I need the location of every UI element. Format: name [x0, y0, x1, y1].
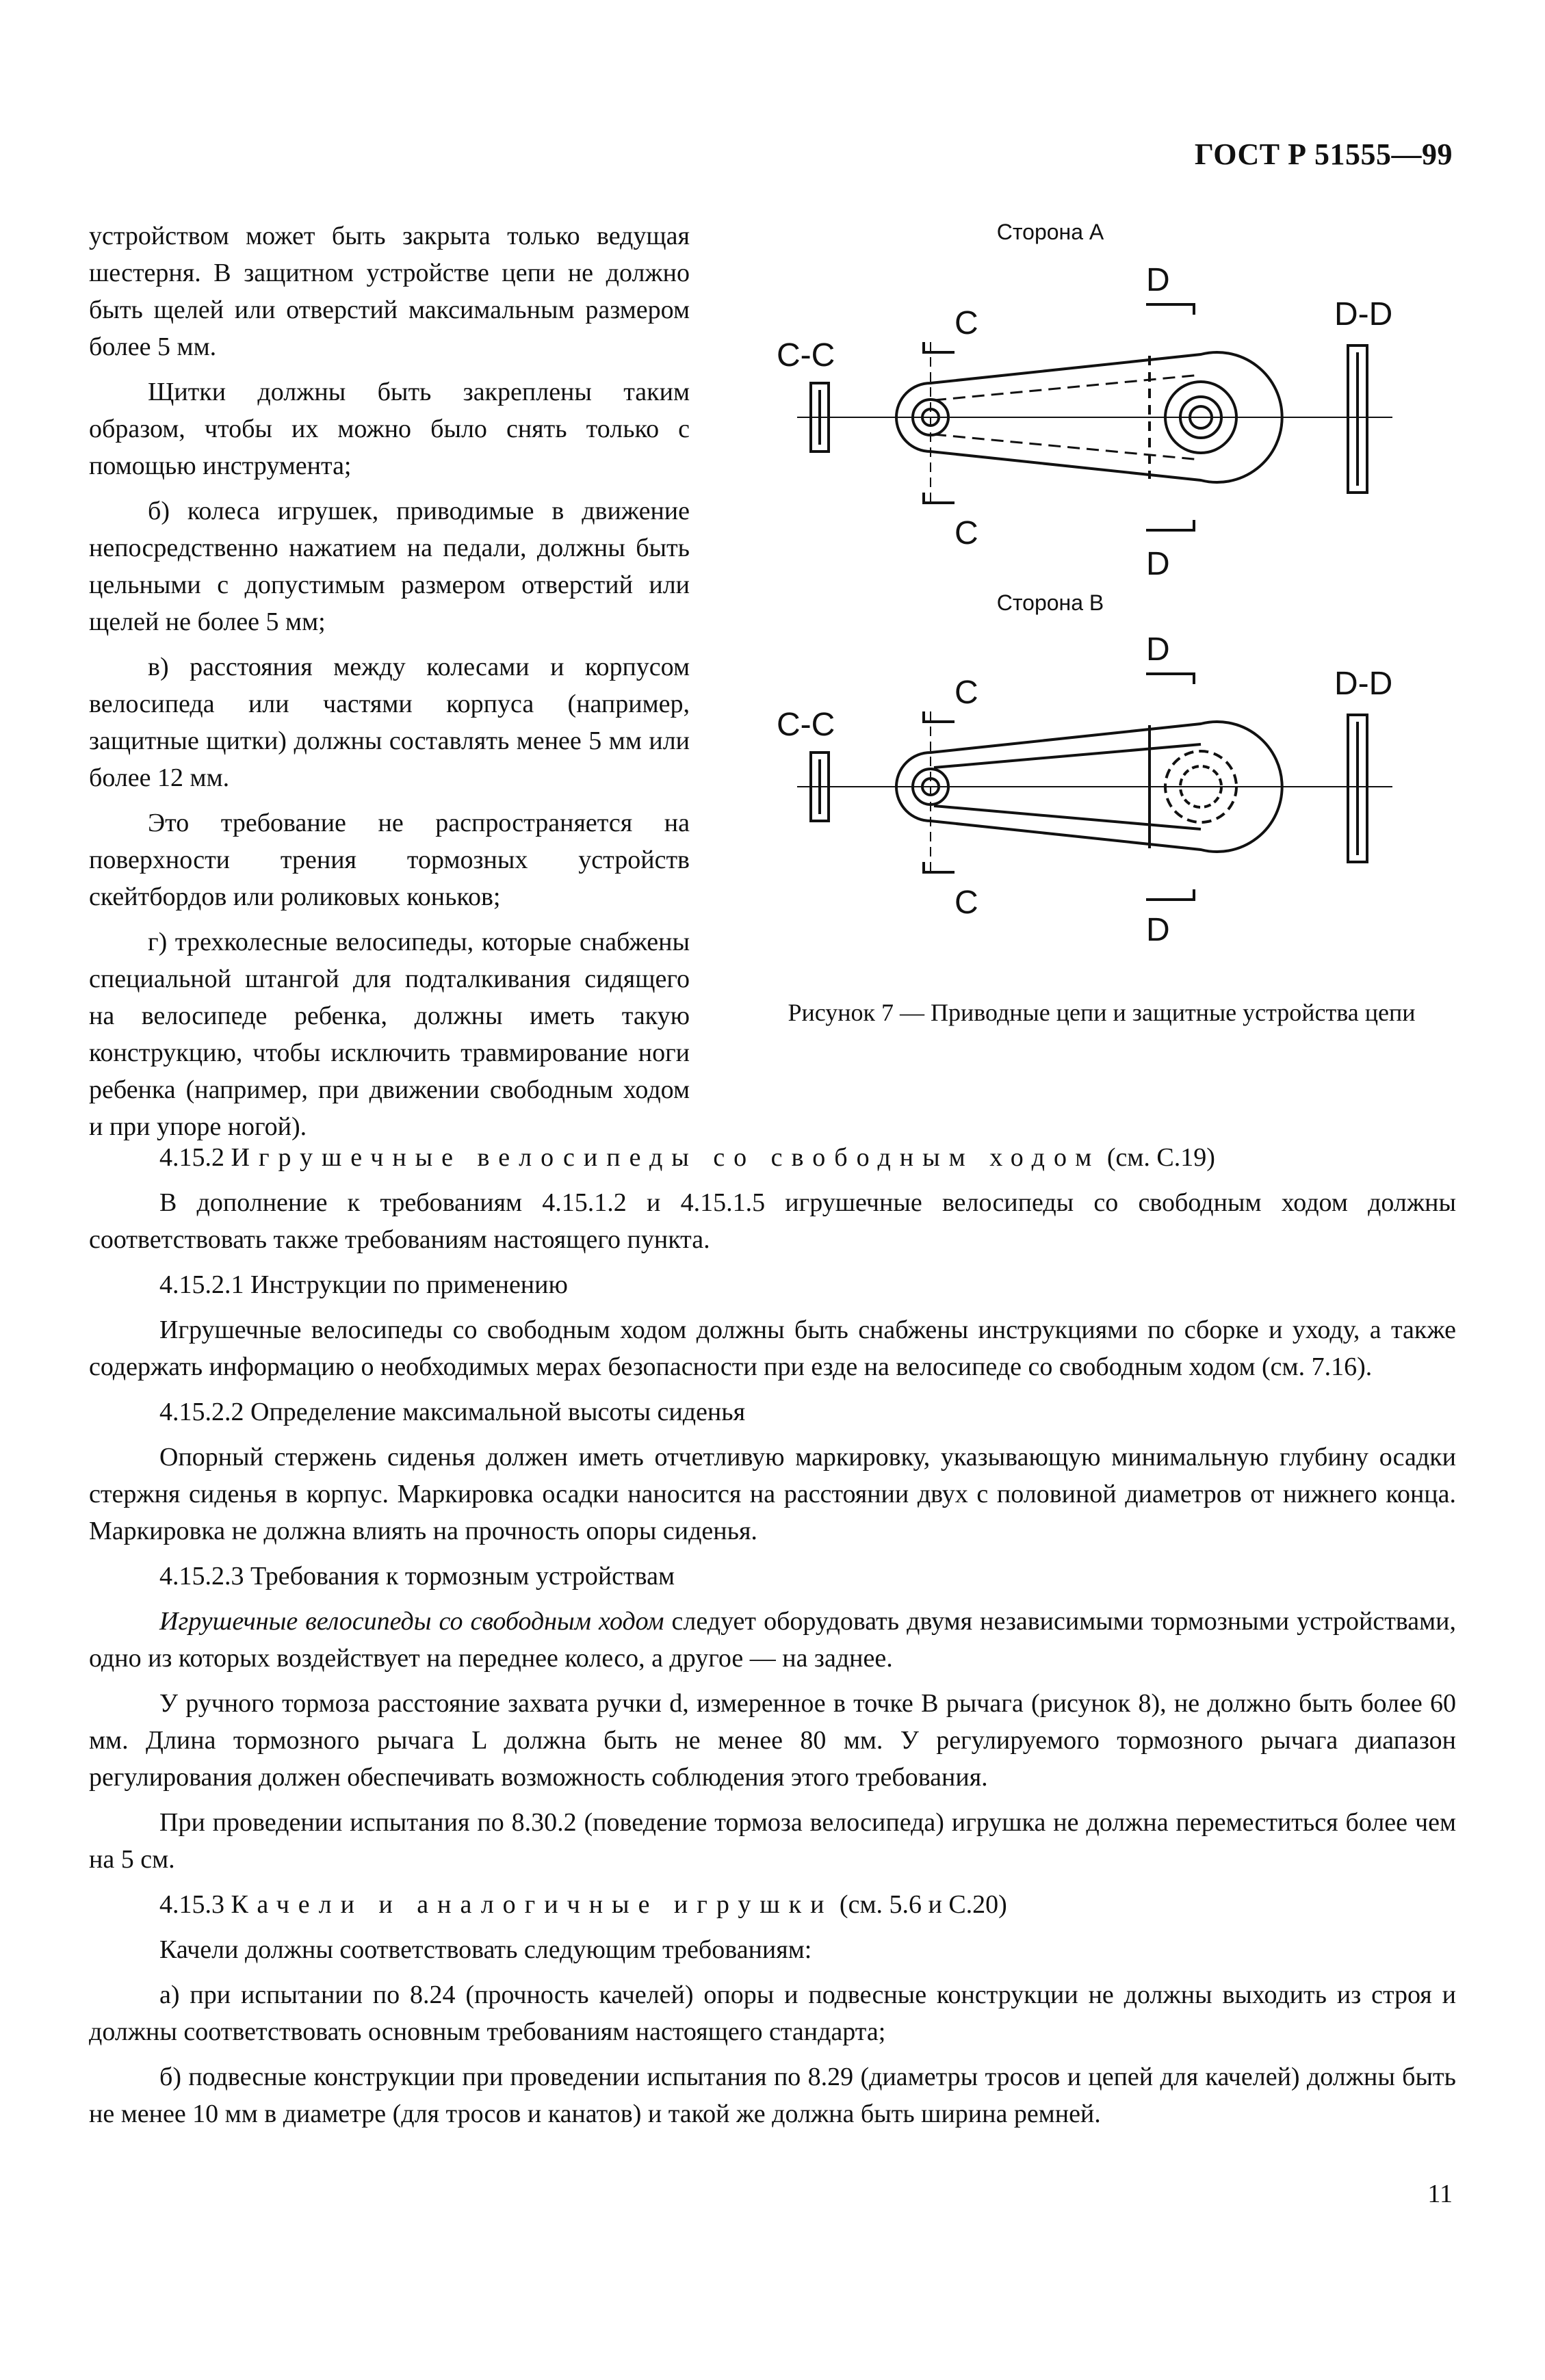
paragraph: Качели должны соответствовать следующим требованиям: [159, 1935, 812, 1964]
section-title: Качели и аналогичные игрушки [231, 1890, 833, 1919]
mark-c-bottom-b: С [955, 885, 978, 921]
paragraph: В дополнение к требованиям 4.15.1.2 и 4.15.1.5 игрушечные велосипеды со свободным ходом должны соответствовать также требованиям настоящего пункта. [89, 1188, 1456, 1254]
mark-d-top-b: D [1146, 631, 1170, 668]
figure-caption: Рисунок 7 — Приводные цепи и защитные устройства цепи [788, 999, 1416, 1026]
mark-c-top-a: С [955, 305, 978, 341]
paragraph: Это требование не распространяется на поверхности трения тормозных устройств скейтбордов или роликовых коньков; [89, 809, 690, 911]
section-heading-4-15-2 [89, 1139, 1456, 1176]
section-cc-label-b: С-С [777, 707, 835, 743]
section-dd-label-b: D-D [1334, 666, 1393, 702]
section-title: Игрушечные велосипеды со свободным ходом [231, 1143, 1101, 1172]
paragraph: Щитки должны быть закреплены таким образом, чтобы их можно было снять только с помощью инструмента; [89, 378, 690, 480]
section-dd-label-a: D-D [1334, 296, 1393, 332]
side-b-label: Сторона В [996, 590, 1104, 615]
section-ref: (см. С.19) [1106, 1143, 1215, 1172]
list-item: а) при испытании по 8.24 (прочность качелей) опоры и подвесные конструкции не должны выходить из строя и должны соответствовать основным требованиям настоящего стандарта; [89, 1980, 1456, 2046]
document-header: ГОСТ Р 51555—99 [1194, 138, 1453, 171]
mark-d-bottom-b: D [1146, 912, 1170, 948]
side-a-label: Сторона А [996, 220, 1104, 244]
paragraph-rest: следует оборудовать двумя независимыми тормозными устройствами, одно из которых воздействует на переднее колесо, а другое — на заднее. [89, 1607, 1457, 1673]
page-number: 11 [1427, 2180, 1453, 2208]
subsection-heading: 4.15.2.3 Требования к тормозным устройствам [159, 1562, 675, 1591]
mark-d-bottom-a: D [1146, 546, 1170, 582]
list-item: б) подвесные конструкции при проведении испытания по 8.29 (диаметры тросов и цепей для качелей) должны быть не менее 10 мм в диаметре (для тросов и канатов) и такой же должна быть ширина ремней. [89, 2063, 1456, 2128]
section-cc-label-a: С-С [777, 337, 835, 374]
paragraph: г) трехколесные велосипеды, которые снабжены специальной штангой для подталкивания сидящего на велосипеде ребенка, должны иметь такую конструкцию, чтобы исключить травмирование ноги ребенка (например, при движении свободным ходом и при упоре ногой). [89, 928, 690, 1141]
paragraph [89, 1603, 1456, 1677]
section-number: 4.15.3 [159, 1890, 224, 1919]
subsection-heading: 4.15.2.2 Определение максимальной высоты сиденья [159, 1398, 746, 1426]
paragraph: Игрушечные велосипеды со свободным ходом должны быть снабжены инструкциями по сборке и уходу, а также содержать информацию о необходимых мерах безопасности при езде на велосипеде со свободным ходом (см. 7.16). [89, 1316, 1456, 1381]
main-text [89, 1139, 1456, 2141]
figure-7 [749, 205, 1475, 1067]
subsection-heading: 4.15.2.1 Инструкции по применению [159, 1270, 568, 1299]
section-number: 4.15.2 [159, 1143, 224, 1172]
paragraph: в) расстояния между колесами и корпусом велосипеда или частями корпуса (например, защитные щитки) должны составлять менее 5 мм или более 12 мм. [89, 653, 690, 792]
paragraph: При проведении испытания по 8.30.2 (поведение тормоза велосипеда) игрушка не должна переместиться более чем на 5 см. [89, 1808, 1456, 1874]
mark-c-bottom-a: С [955, 515, 978, 551]
italic-term: Игрушечные велосипеды со свободным ходом [159, 1607, 664, 1636]
mark-d-top-a: D [1146, 262, 1170, 298]
section-ref: (см. 5.6 и С.20) [839, 1890, 1007, 1919]
paragraph: Опорный стержень сиденья должен иметь отчетливую маркировку, указывающую минимальную глубину осадки стержня сиденья в корпус. Маркировка осадки наносится на расстоянии двух с половиной диаметров от нижнего конца. Маркировка не должна влиять на прочность опоры сиденья. [89, 1443, 1456, 1545]
paragraph: б) колеса игрушек, приводимые в движение непосредственно нажатием на педали, должны быть цельными с допустимым размером отверстий или щелей не более 5 мм; [89, 497, 690, 636]
chain-guard-drawing [749, 205, 1475, 1067]
left-column-text [89, 218, 690, 1153]
paragraph: устройством может быть закрыта только ведущая шестерня. В защитном устройстве цепи не должно быть щелей или отверстий максимальным размером более 5 мм. [89, 222, 690, 361]
section-heading-4-15-3 [89, 1886, 1456, 1923]
paragraph: У ручного тормоза расстояние захвата ручки d, измеренное в точке B рычага (рисунок 8), не должно быть более 60 мм. Длина тормозного рычага L должна быть не менее 80 мм. У регулируемого тормозного рычага диапазон регулирования должен обеспечивать возможность соблюдения этого требования. [89, 1689, 1456, 1792]
mark-c-top-b: С [955, 675, 978, 711]
